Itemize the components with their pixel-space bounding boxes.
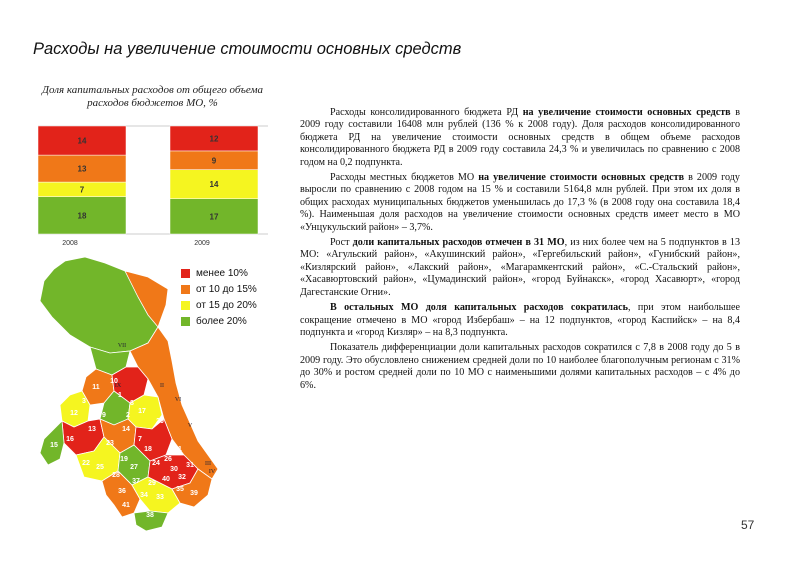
p3-run-1: доли капитальных расходов отмечен в 31 МО bbox=[352, 237, 565, 249]
p2-run-0: Расходы местных бюджетов МО bbox=[330, 172, 479, 184]
bar-value-label: 9 bbox=[211, 156, 217, 166]
map-district-label: 25 bbox=[96, 464, 104, 471]
map-district-label: 14 bbox=[122, 426, 130, 433]
map-district-label: 3 bbox=[82, 398, 86, 405]
legend-item-10-15 bbox=[181, 281, 257, 297]
legend-label: более 20% bbox=[196, 315, 247, 327]
map-district-label: 32 bbox=[178, 474, 186, 481]
p2-run-1: на увеличение стоимости основных средств bbox=[478, 172, 685, 184]
chart-svg bbox=[38, 124, 268, 249]
paragraph-3 bbox=[300, 237, 740, 299]
p1-run-1: на увеличение стоимости основных средств bbox=[522, 107, 731, 118]
map-city-label: IX bbox=[114, 383, 122, 389]
map-legend bbox=[181, 265, 257, 329]
map-city-label: IV bbox=[208, 469, 216, 475]
map-district-label: 34 bbox=[140, 492, 148, 499]
map-district-label: 29 bbox=[148, 480, 156, 487]
map-city-label: VI bbox=[174, 397, 182, 403]
map-district-label: 39 bbox=[190, 490, 198, 497]
map-district-label: 17 bbox=[138, 408, 146, 415]
map-city-label: VII bbox=[117, 343, 127, 349]
map-district-label: 8 bbox=[130, 400, 134, 407]
map-district-label: 1 bbox=[118, 392, 122, 399]
legend-swatch-orange bbox=[181, 285, 190, 294]
bar-value-label: 14 bbox=[77, 136, 87, 146]
legend-swatch-red bbox=[181, 269, 190, 278]
map-city-label: II bbox=[160, 383, 164, 389]
map-district-label: 16 bbox=[66, 436, 74, 443]
paragraph-4 bbox=[300, 302, 740, 339]
map-district-label: 7 bbox=[138, 436, 142, 443]
bar-value-label: 18 bbox=[77, 211, 87, 221]
map-district-label: 33 bbox=[156, 494, 164, 501]
bar-value-label: 13 bbox=[77, 164, 87, 174]
p4-run-0: В остальных МО доля капитальных расходов сократилась bbox=[330, 302, 628, 314]
paragraph-1 bbox=[300, 107, 740, 169]
body-text bbox=[300, 107, 740, 395]
category-label: 2008 bbox=[62, 240, 78, 247]
map-district-label: 41 bbox=[122, 502, 130, 509]
p2-run-2: в 2009 году выросли по сравнению с 2008 годом на 15 % и составили 5164,8 млн рублей. При этом их доля в общих расходах муниципальных бюджетов уменьшилась до 17,3 % (в 2008 году она составила 18,4 %). Наименьшая доля расходов на увеличение стоимости основных средств имеет место в МО «Унцукульский район» – 3,7%. bbox=[300, 172, 740, 233]
legend-swatch-green bbox=[181, 317, 190, 326]
bar-value-label: 14 bbox=[209, 180, 219, 190]
p3-run-2: , из них более чем на 5 подпунктов в 13 МО: «Агульский район», «Акушинский район», «Гергебильский район», «Гунибский район», «Кизлярский район», «Лакский район», «Магарамкентский район», «С.-Стальский район», «Хасавюртовский район», «Цумадинский район», «город Буйнакск», «город Хасавюрт», «город Дагестанские Огни». bbox=[300, 237, 740, 298]
p5-run-0: Показатель дифференциации доли капитальных расходов сократился с 7,8 в 2008 году до 5 в 2009 году. Это обусловлено снижением средней доли по 10 наиболее благополучным регионам с 31% до 30% и ростом средней доли по 10 МО с наименьшими долями капитальных расходов – с 4% до 6%. bbox=[300, 342, 740, 391]
map-district-label: 28 bbox=[112, 472, 120, 479]
legend-swatch-yellow bbox=[181, 301, 190, 310]
p3-run-0: Рост bbox=[330, 237, 353, 249]
map-district-label: 40 bbox=[162, 476, 170, 483]
chart-title: Доля капитальных расходов от общего объема расходов бюджетов МО, % bbox=[42, 84, 263, 109]
legend-label: от 15 до 20% bbox=[196, 299, 257, 311]
stacked-bar-chart bbox=[38, 124, 268, 254]
map-district-label: 21 bbox=[174, 446, 182, 453]
p1-run-0: Расходы консолидированного бюджета РД bbox=[330, 107, 523, 118]
legend-label: от 10 до 15% bbox=[196, 283, 257, 295]
map-district-label: 38 bbox=[146, 512, 154, 519]
bar-value-label: 7 bbox=[79, 185, 85, 195]
map-district-label: 9 bbox=[102, 412, 106, 419]
paragraph-2 bbox=[300, 172, 740, 234]
map-district-label: 15 bbox=[50, 442, 58, 449]
map-district-label: 22 bbox=[82, 460, 90, 467]
map-district-label: 10 bbox=[110, 378, 118, 385]
map-region-west-2 bbox=[60, 391, 90, 427]
bar-value-label: 17 bbox=[209, 212, 219, 222]
page-number: 57 bbox=[741, 518, 755, 532]
legend-label: менее 10% bbox=[196, 267, 248, 279]
map-district-label: 19 bbox=[120, 456, 128, 463]
slide-title: Расходы на увеличение стоимости основных средств bbox=[33, 40, 462, 58]
map-city-label: V bbox=[187, 423, 193, 429]
map-district-label: 13 bbox=[88, 426, 96, 433]
legend-item-15-20 bbox=[181, 297, 257, 313]
map-district-label: 23 bbox=[106, 440, 114, 447]
legend-item-more-20 bbox=[181, 313, 257, 329]
legend-item-less-10 bbox=[181, 265, 257, 281]
map-city-label: III bbox=[205, 461, 211, 467]
map-district-label: 36 bbox=[118, 488, 126, 495]
map-district-label: 31 bbox=[186, 462, 194, 469]
map-district-label: 20 bbox=[156, 418, 164, 425]
bar-value-label: 12 bbox=[209, 134, 219, 144]
map-district-label: 35 bbox=[176, 486, 184, 493]
p1-run-2: в 2009 году составили 16408 млн рублей (136 % к 2008 году). Доля расходов консолидированного бюджета РД на увеличение стоимости основных средств в общем объеме расходов консолидированного бюджета РД в 2009 году составила 24,3 % и увеличилась по сравнению с 2008 годом на 0,2 подпункта. bbox=[300, 107, 740, 168]
map-district-label: 18 bbox=[144, 446, 152, 453]
map-district-label: 4 bbox=[84, 350, 88, 357]
map-district-label: 12 bbox=[70, 410, 78, 417]
map-district-label: 26 bbox=[164, 456, 172, 463]
map-district-label: 37 bbox=[132, 478, 140, 485]
map-district-label: 30 bbox=[170, 466, 178, 473]
p4-run-1: , при этом наибольшее сокращение отмечено в МО «город Избербаш» – на 12 подпунктов, «город Каспийск» – на 8,4 подпункта и «город Кизляр» – на 8,3 подпункта. bbox=[300, 302, 740, 338]
map-district-label: 24 bbox=[152, 460, 160, 467]
map-district-label: 27 bbox=[130, 464, 138, 471]
paragraph-5 bbox=[300, 342, 740, 392]
category-label: 2009 bbox=[194, 240, 210, 247]
map-district-label: 11 bbox=[92, 384, 100, 391]
map-district-label: 2 bbox=[126, 412, 130, 419]
